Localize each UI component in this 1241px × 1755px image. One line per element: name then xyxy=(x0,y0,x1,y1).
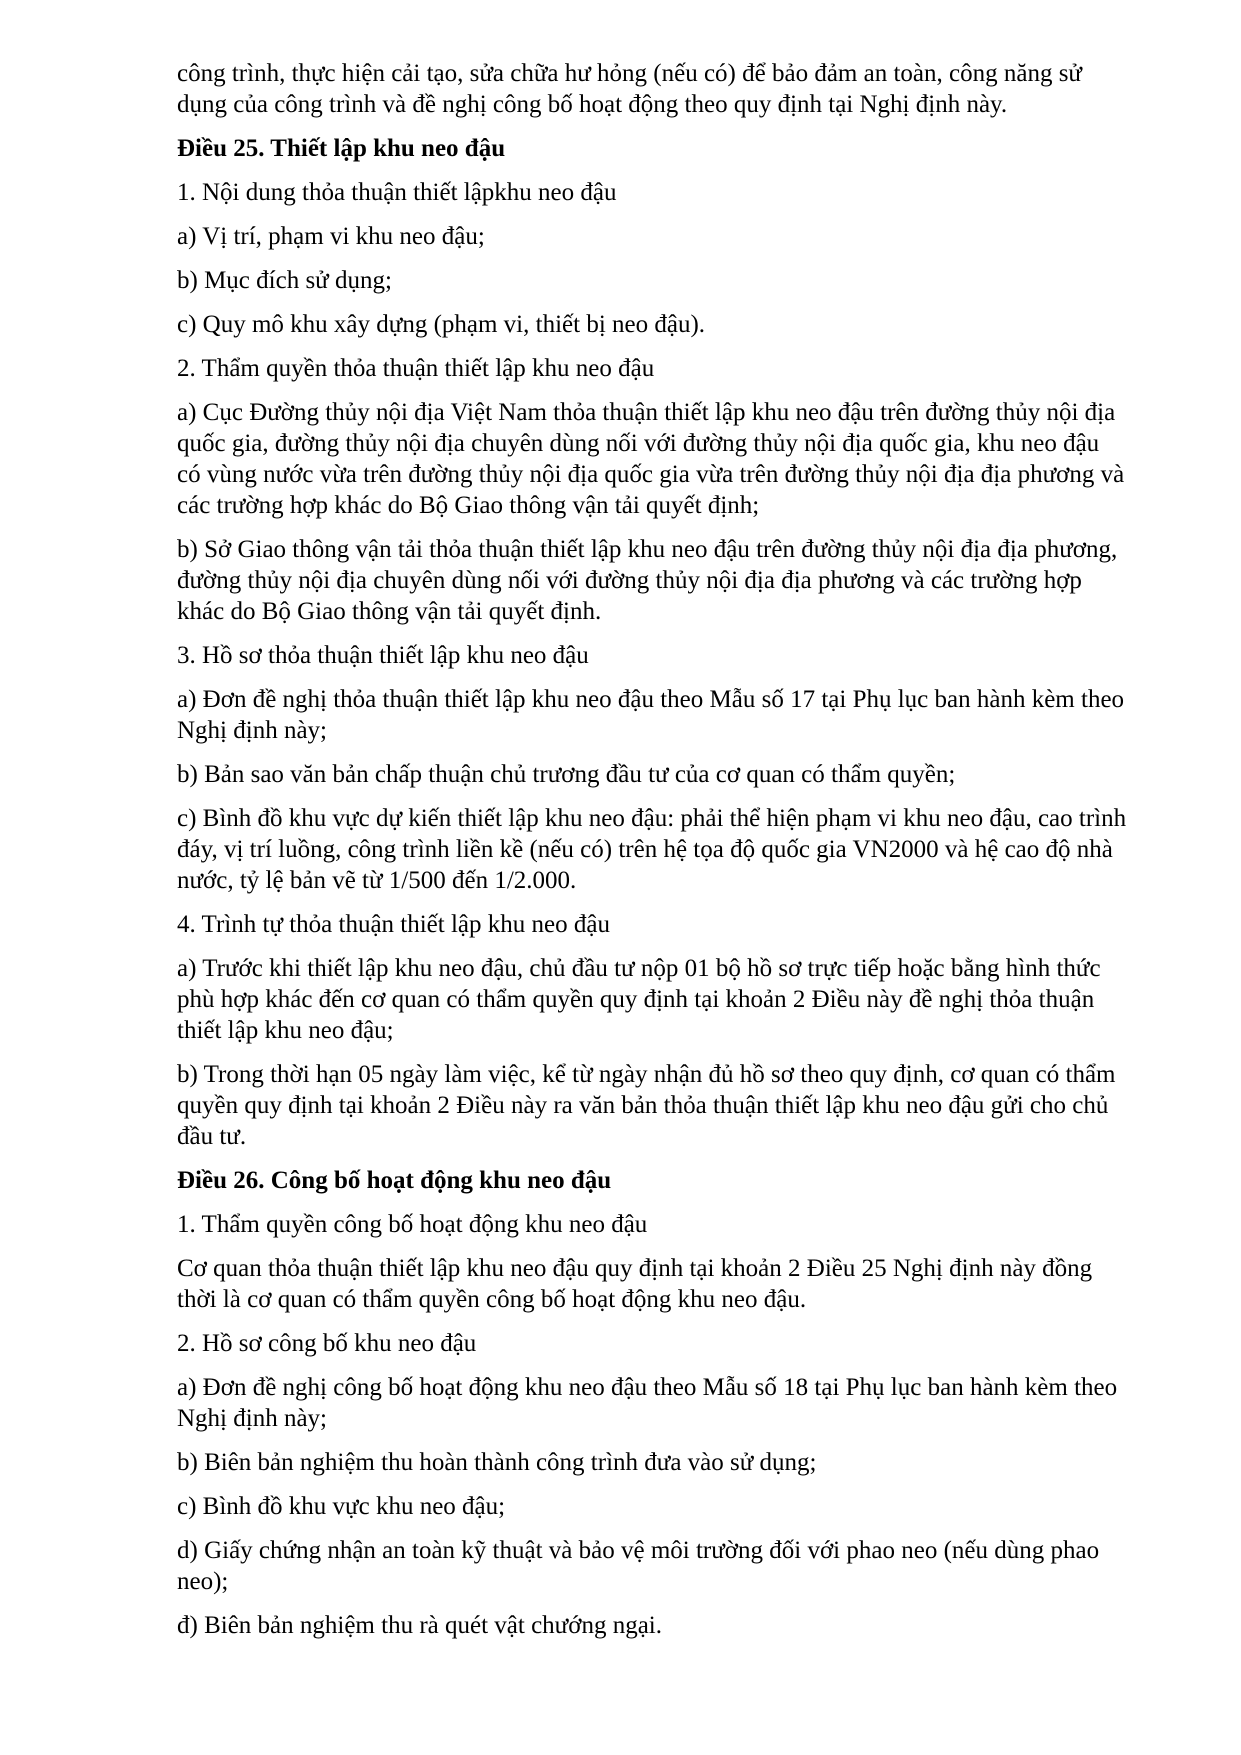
article-25-section-2: 2. Thẩm quyền thỏa thuận thiết lập khu neo đậu xyxy=(177,355,655,382)
article-25-section-4a: a) Trước khi thiết lập khu neo đậu, chủ đầu tư nộp 01 bộ hồ sơ trực tiếp hoặc bằng hình thức phù hợp khác đến cơ quan có thẩm quyền quy định tại khoản 2 Điều này đề nghị thỏa thuận thiết lập khu neo đậu; xyxy=(177,955,1101,1044)
article-25-section-1c: c) Quy mô khu xây dựng (phạm vi, thiết bị neo đậu). xyxy=(177,311,706,338)
document-page xyxy=(177,58,1127,1654)
article-26-section-2a: a) Đơn đề nghị công bố hoạt động khu neo đậu theo Mẫu số 18 tại Phụ lục ban hành kèm theo Nghị định này; xyxy=(177,1374,1118,1432)
article-25-section-3b: b) Bản sao văn bản chấp thuận chủ trương đầu tư của cơ quan có thẩm quyền; xyxy=(177,761,956,788)
article-25-section-1: 1. Nội dung thỏa thuận thiết lậpkhu neo đậu xyxy=(177,179,617,206)
article-26-section-1-text: Cơ quan thỏa thuận thiết lập khu neo đậu quy định tại khoản 2 Điều 25 Nghị định này đồng thời là cơ quan có thẩm quyền công bố hoạt động khu neo đậu. xyxy=(177,1255,1093,1313)
article-25-section-1a: a) Vị trí, phạm vi khu neo đậu; xyxy=(177,223,485,250)
article-26-section-2c: c) Bình đồ khu vực khu neo đậu; xyxy=(177,1493,506,1520)
article-25-section-4b: b) Trong thời hạn 05 ngày làm việc, kể từ ngày nhận đủ hồ sơ theo quy định, cơ quan có thẩm quyền quy định tại khoản 2 Điều này ra văn bản thỏa thuận thiết lập khu neo đậu gửi cho chủ đầu tư. xyxy=(177,1061,1116,1150)
article-26-section-2b: b) Biên bản nghiệm thu hoàn thành công trình đưa vào sử dụng; xyxy=(177,1449,817,1476)
article-26-section-2d: d) Giấy chứng nhận an toàn kỹ thuật và bảo vệ môi trường đối với phao neo (nếu dùng phao neo); xyxy=(177,1537,1100,1595)
article-26-heading: Điều 26. Công bố hoạt động khu neo đậu xyxy=(177,1167,612,1194)
article-25-section-2a: a) Cục Đường thủy nội địa Việt Nam thỏa thuận thiết lập khu neo đậu trên đường thủy nội địa quốc gia, đường thủy nội địa chuyên dùng nối với đường thủy nội địa quốc gia, khu neo đậu có vùng nước vừa trên đường thủy nội địa quốc gia vừa trên đường thủy nội địa địa phương và các trường hợp khác do Bộ Giao thông vận tải quyết định; xyxy=(177,399,1125,519)
article-25-section-3c: c) Bình đồ khu vực dự kiến thiết lập khu neo đậu: phải thể hiện phạm vi khu neo đậu, cao trình đáy, vị trí luồng, công trình liền kề (nếu có) trên hệ tọa độ quốc gia VN2000 và hệ cao độ nhà nước, tỷ lệ bản vẽ từ 1/500 đến 1/2.000. xyxy=(177,805,1127,894)
article-26-section-2: 2. Hồ sơ công bố khu neo đậu xyxy=(177,1330,477,1357)
article-25-section-2b: b) Sở Giao thông vận tải thỏa thuận thiết lập khu neo đậu trên đường thủy nội địa địa phương, đường thủy nội địa chuyên dùng nối với đường thủy nội địa địa phương và các trường hợp khác do Bộ Giao thông vận tải quyết định. xyxy=(177,536,1118,625)
article-25-section-3a: a) Đơn đề nghị thỏa thuận thiết lập khu neo đậu theo Mẫu số 17 tại Phụ lục ban hành kèm theo Nghị định này; xyxy=(177,686,1125,744)
article-25-section-3: 3. Hồ sơ thỏa thuận thiết lập khu neo đậu xyxy=(177,642,589,669)
article-26-section-1: 1. Thẩm quyền công bố hoạt động khu neo đậu xyxy=(177,1211,648,1238)
article-26-section-2dd: đ) Biên bản nghiệm thu rà quét vật chướng ngại. xyxy=(177,1612,662,1639)
intro-paragraph: công trình, thực hiện cải tạo, sửa chữa hư hỏng (nếu có) để bảo đảm an toàn, công năng sử dụng của công trình và đề nghị công bố hoạt động theo quy định tại Nghị định này. xyxy=(177,60,1082,118)
article-25-section-4: 4. Trình tự thỏa thuận thiết lập khu neo đậu xyxy=(177,911,610,938)
article-25-section-1b: b) Mục đích sử dụng; xyxy=(177,267,392,294)
article-25-heading: Điều 25. Thiết lập khu neo đậu xyxy=(177,135,506,162)
